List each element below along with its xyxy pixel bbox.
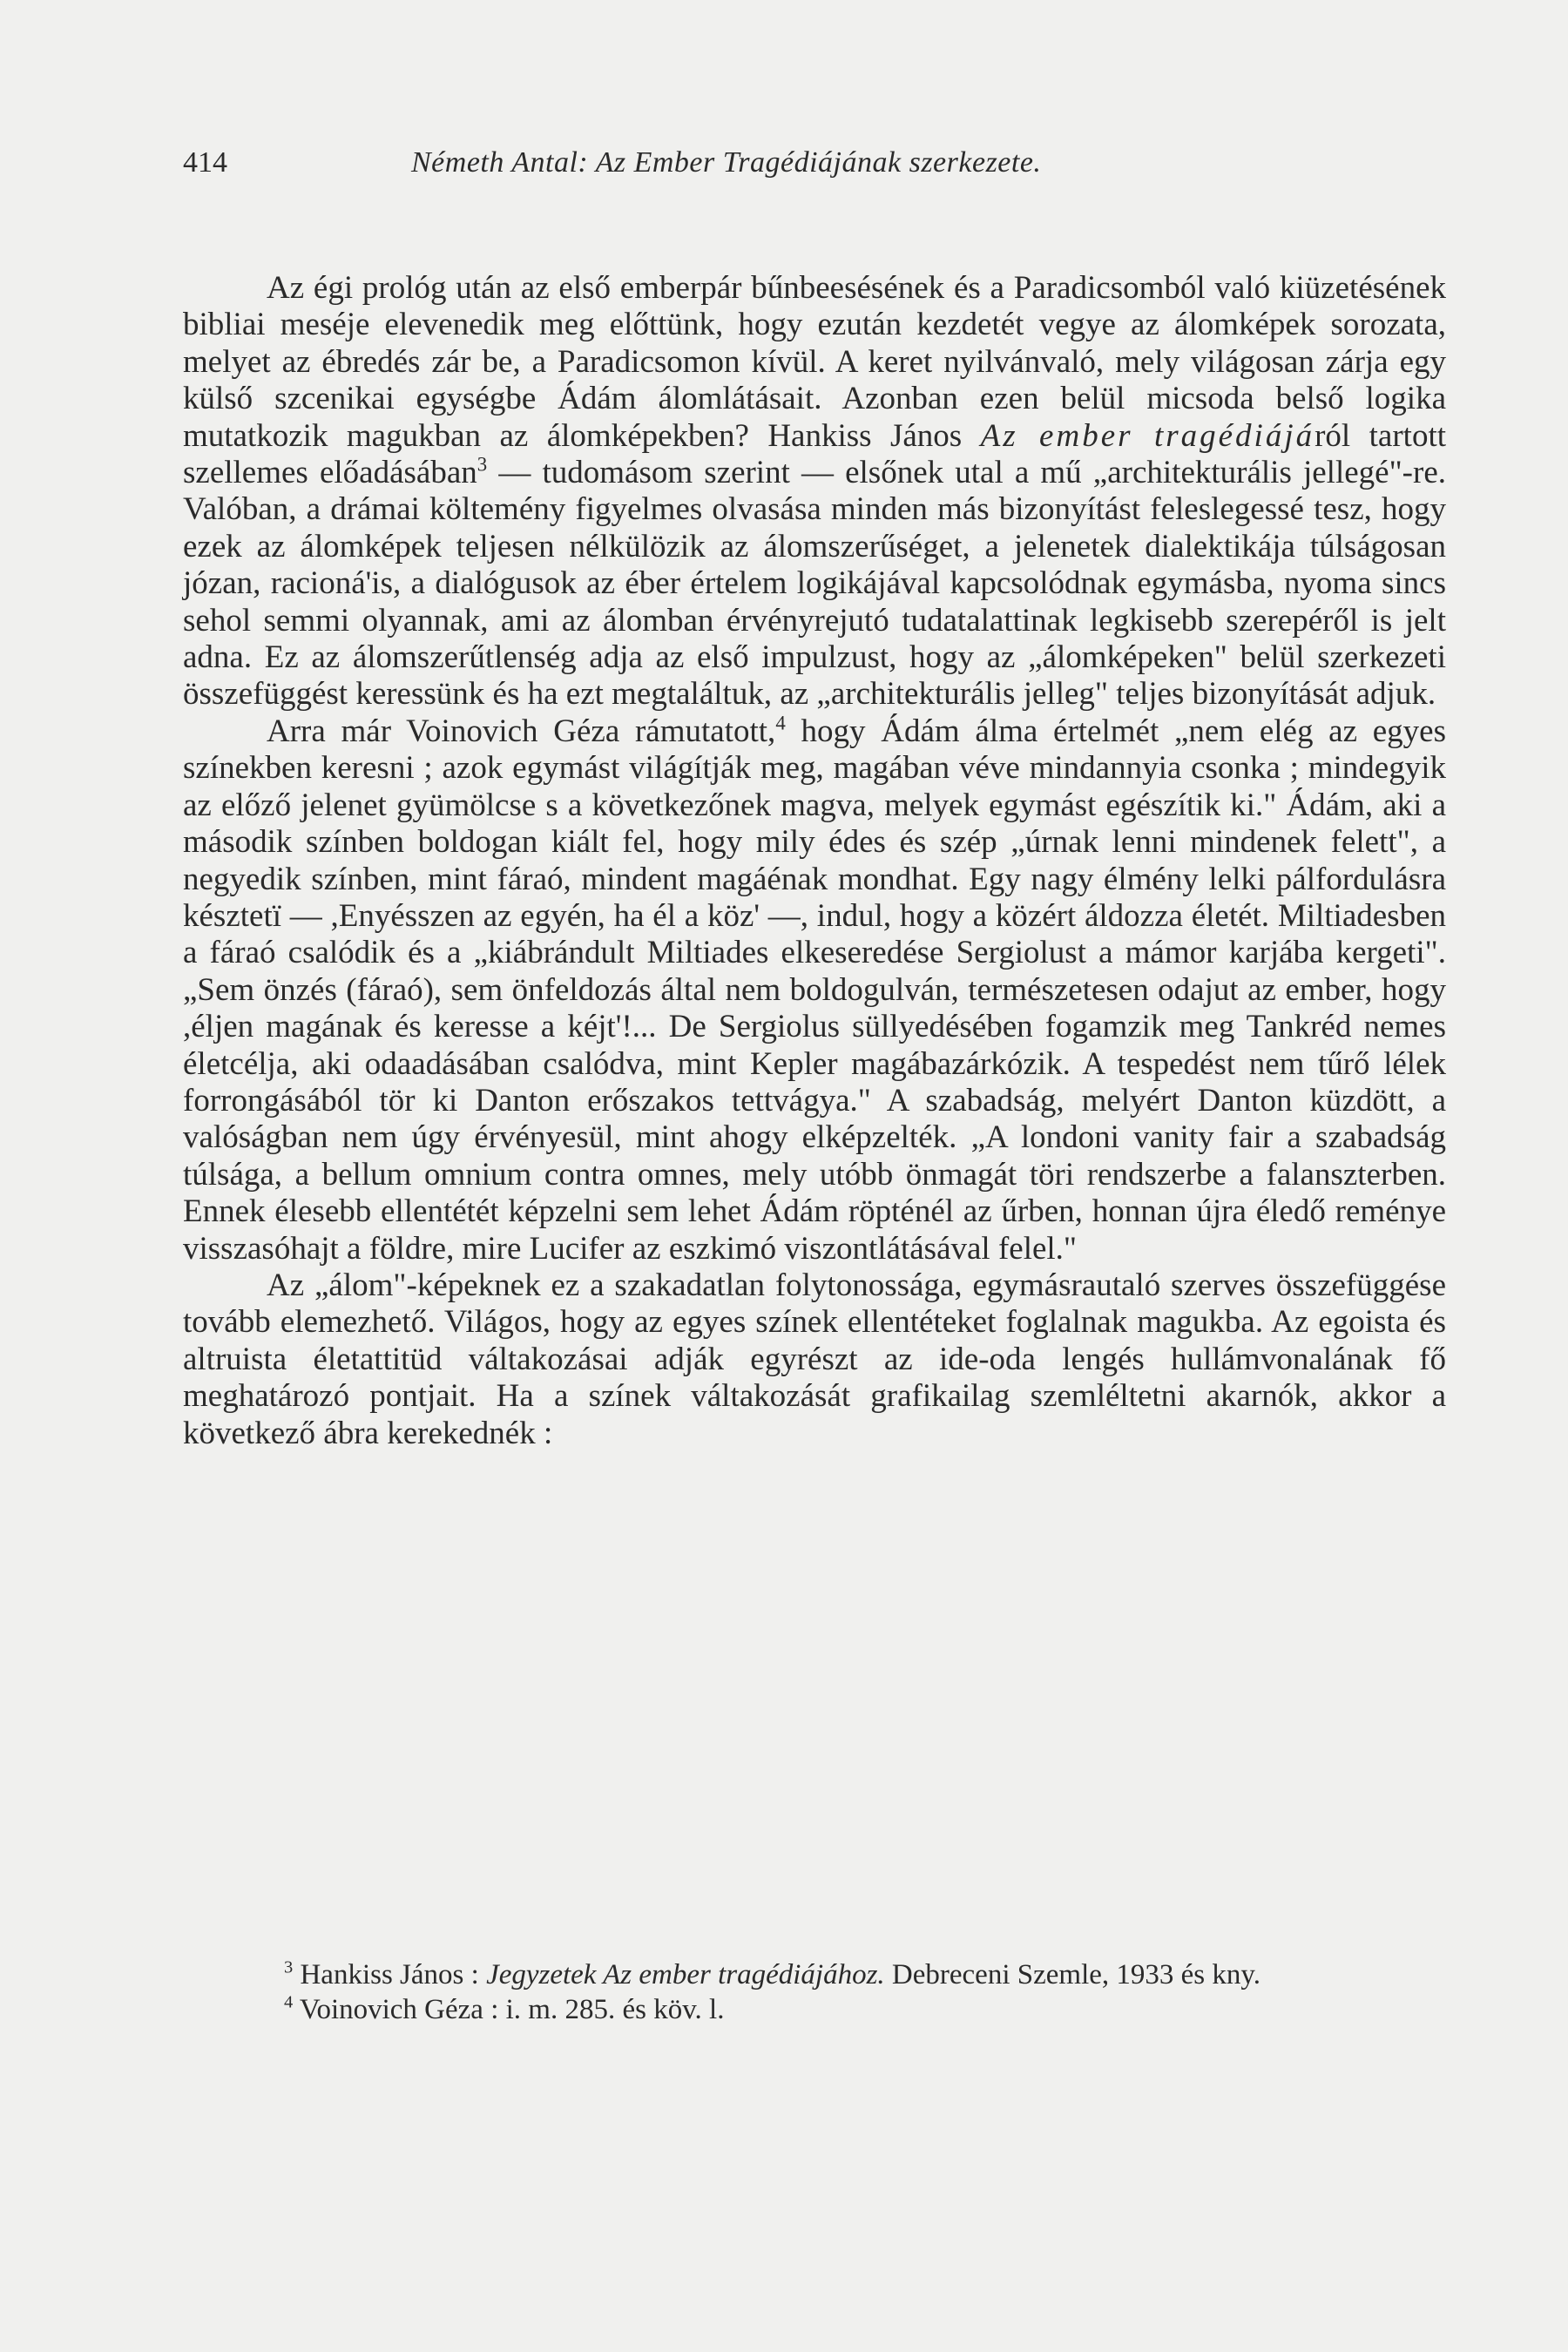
italic-title: Az ember tragédiájá xyxy=(980,417,1315,454)
footnote-3-author: Hankiss János : xyxy=(293,1959,487,1990)
page-header xyxy=(183,146,1446,188)
running-head: Németh Antal: Az Ember Tragédiájának szerkezete. xyxy=(411,146,1042,179)
footnote-4-text: Voinovich Géza : i. m. 285. és köv. l. xyxy=(293,1994,725,2025)
footnotes xyxy=(183,1957,1446,2027)
footnote-3-mark: 3 xyxy=(284,1957,294,1977)
footnote-ref-3[interactable]: 3 xyxy=(476,453,488,476)
paragraph-2 xyxy=(183,713,1446,1267)
footnote-4 xyxy=(183,1992,1446,2027)
paragraph-3: Az „álom"-képeknek ez a szakadatlan folytonossága, egymásrautaló szerves összefüggése tovább elemezhető. Világos, hogy az egyes színek ellentéteket foglalnak magukba. Az egoista és altruista életattitüd váltakozásai adják egyrészt az ide-oda lengés hullámvonalának fő meghatározó pontjait. Ha a színek váltakozását grafikailag szemléltetni akarnók, akkor a következő ábra kerekednék : xyxy=(183,1267,1446,1451)
paragraph-1-text-c: — tudomásom szerint — elsőnek utal a mű „architekturális jellegé"-re. Valóban, a drámai költemény figyelmes olvasása minden más bizonyítást feleslegessé tesz, hogy ezek az álomképek teljesen nélkülözik az álomszerűséget, a jelenetek dialektikája túlságosan józan, racioná'is, a dialógusok az éber értelem logikájával kapcsolódnak egymásba, nyoma sincs sehol semmi olyannak, ami az álomban érvényrejutó tudatalattinak legkisebb szerepéről is jelt adna. Ez az álomszerűtlenség adja az első impulzust, hogy az „álomképeken" belül szerkezeti összefüggést keressünk és ha ezt megtaláltuk, az „architekturális jelleg" teljes bizonyítását adjuk. xyxy=(183,455,1446,713)
paragraph-1-text-b: ról tartott szellemes előadásában xyxy=(183,417,1447,491)
paragraph-1-text-a: Az égi prológ után az első emberpár bűnbeesésének és a Paradicsomból való kiüzetésének bibliai meséje elevenedik meg előttünk, hogy ezután kezdetét vegye az álomképek sorozata, melyet az ébredés zár be, a Paradicsomon kívül. A keret nyilvánvaló, mely világosan zárja egy külső szcenikai egységbe Ádám álomlátásait. Azonban ezen belül micsoda belső logika mutatkozik magukban az álomképekben? Hankiss János xyxy=(183,270,1446,454)
paragraph-2-text-b: hogy Ádám álma értelmét „nem elég az egyes színekben keresni ; azok egymást világítják meg, magában véve mindannyia csonka ; mindegyik az előző jelenet gyümölcse s a következőnek magva, melyek egymást egészítik ki." Ádám, aki a második színben boldogan kiált fel, hogy mily édes és szép „úrnak lenni mindenek felett", a negyedik színben, mint fáraó, mindent magáénak mondhat. Egy nagy élmény lelki pálfordulásra késztetï — ,Enyésszen az egyén, ha él a köz' —, indul, hogy a közért áldozza életét. Miltiadesben a fáraó csalódik és a „kiábrándult Miltiades elkeseredése Sergiolust a mámor karjába kergeti". „Sem önzés (fáraó), sem önfeldozás által nem boldogulván, természetesen odajut az ember, hogy ,éljen magának és keresse a kéjt'!... De Sergiolus süllyedésében fogamzik meg Tankréd nemes életcélja, aki odaadásában csalódva, mint Kepler magábazárkózik. A tespedést nem tűrő lélek forrongásából tör ki Danton erőszakos tettvágya." A szabadság, melyért Danton küzdött, a valóságban nem úgy érvényesül, mint ahogy elképzelték. „A londoni vanity fair a szabadság túlsága, a bellum omnium contra omnes, mely utóbb önmagát töri rendszerbe a falanszterben. Ennek élesebb ellentétét képzelni sem lehet Ádám röpténél az űrben, honnan újra éledő reménye visszasóhajt a földre, mire Lucifer az eszkimó viszontlátásával felel." xyxy=(183,713,1447,1267)
footnote-4-mark: 4 xyxy=(284,1992,294,2012)
footnote-ref-4[interactable]: 4 xyxy=(775,712,786,734)
paragraph-1 xyxy=(183,270,1446,713)
footnote-3-title: Jegyzetek Az ember tragédiájához. xyxy=(486,1959,885,1990)
footnote-3-rest: Debreceni Szemle, 1933 és kny. xyxy=(884,1959,1260,1990)
body-text xyxy=(183,270,1446,1452)
paragraph-2-text-a: Arra már Voinovich Géza rámutatott, xyxy=(267,713,776,749)
footnote-3 xyxy=(183,1957,1446,1992)
page-number: 414 xyxy=(183,146,227,179)
